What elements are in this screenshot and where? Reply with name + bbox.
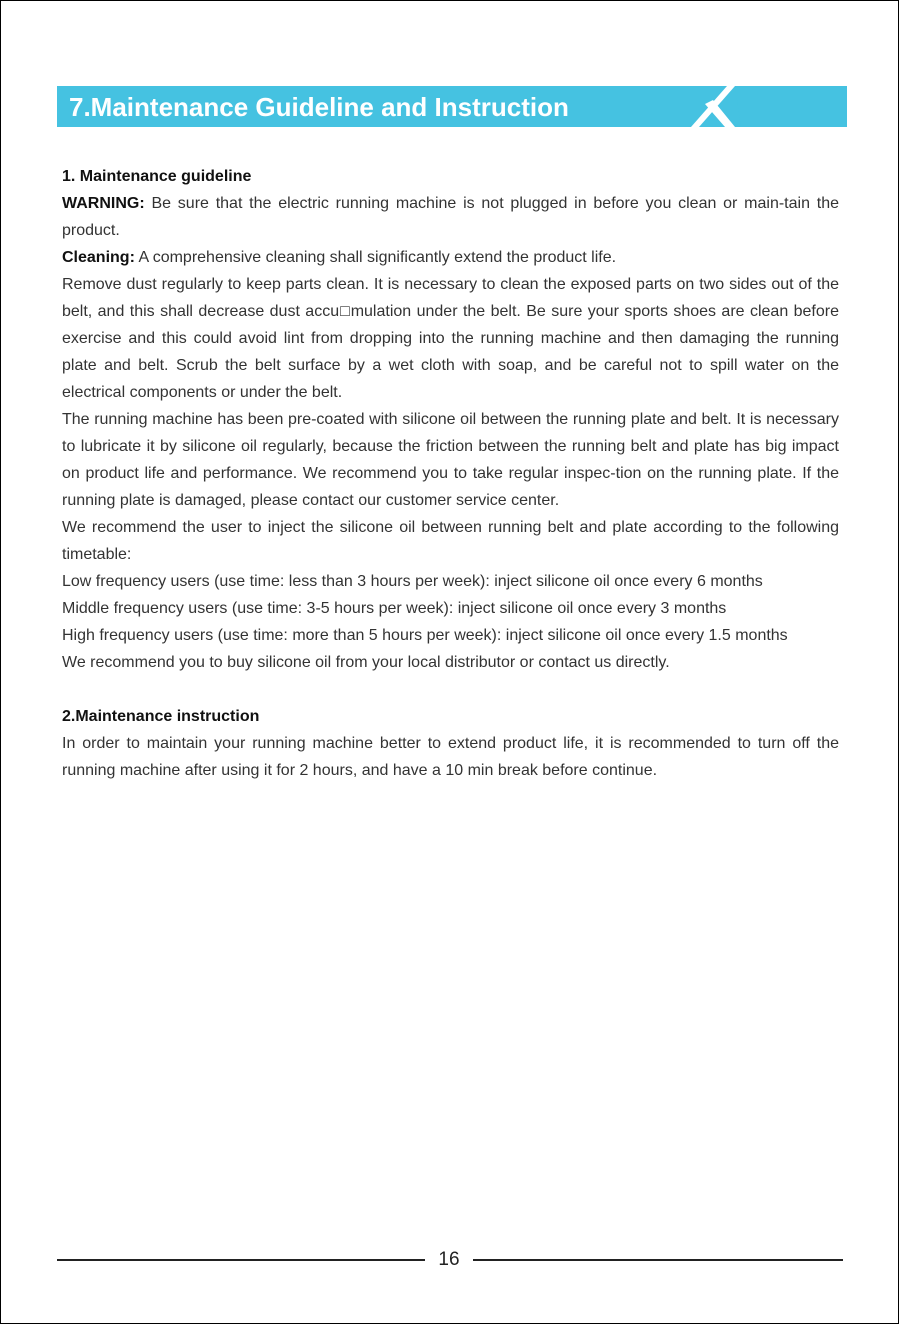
instruction-paragraph: In order to maintain your running machine better to extend product life, it is recommended to turn off the running machine after using it for 2 hours, and have a 10 min break before continue.: [62, 735, 839, 779]
cleaning-paragraph: [62, 244, 839, 271]
warning-text: Be sure that the electric running machine is not plugged in before you clean or main-tain the product.: [62, 195, 839, 239]
schedule-item-high: High frequency users (use time: more than 5 hours per week): inject silicone oil once every 1.5 months: [62, 627, 788, 644]
cleaning-text: A comprehensive cleaning shall significantly extend the product life.: [134, 249, 617, 266]
cross-stripe-icon: [685, 86, 847, 127]
buy-oil-paragraph: We recommend you to buy silicone oil from your local distributor or contact us directly.: [62, 654, 670, 671]
page-title: 7.Maintenance Guideline and Instruction: [69, 92, 569, 122]
cleaning-label: Cleaning:: [62, 249, 135, 266]
content-body: [62, 163, 839, 784]
schedule-item-low: Low frequency users (use time: less than 3 hours per week): inject silicone oil once every 6 months: [62, 573, 763, 590]
section-heading-maintenance-guideline: 1. Maintenance guideline: [62, 168, 252, 185]
dust-paragraph: Remove dust regularly to keep parts clean. It is necessary to clean the exposed parts on two sides out of the belt, and this shall decrease dust accu□mulation under the belt. Be sure your sports shoes are clean before exercise and this could avoid lint from dropping into the running machine and then damaging the running plate and belt. Scrub the belt surface by a wet cloth with soap, and be careful not to spill water on the electrical components or under the belt.: [62, 276, 839, 401]
footer-rule-right: [473, 1259, 843, 1261]
section-spacer: [62, 676, 839, 703]
section-title-banner: [57, 86, 847, 127]
footer-rule-left: [57, 1259, 425, 1261]
warning-paragraph: [62, 190, 839, 244]
silicone-paragraph: The running machine has been pre-coated with silicone oil between the running plate and belt. It is necessary to lubricate it by silicone oil regularly, because the friction between the running belt and plate has big impact on product life and performance. We recommend you to take regular inspec-tion on the running plate. If the running plate is damaged, please contact our customer service center.: [62, 411, 839, 509]
schedule-item-middle: Middle frequency users (use time: 3-5 hours per week): inject silicone oil once every 3 months: [62, 600, 727, 617]
warning-label: WARNING:: [62, 195, 145, 212]
timetable-intro: We recommend the user to inject the silicone oil between running belt and plate according to the following timetable:: [62, 519, 839, 563]
section-heading-maintenance-instruction: 2.Maintenance instruction: [62, 708, 260, 725]
page-number: 16: [438, 1249, 460, 1270]
